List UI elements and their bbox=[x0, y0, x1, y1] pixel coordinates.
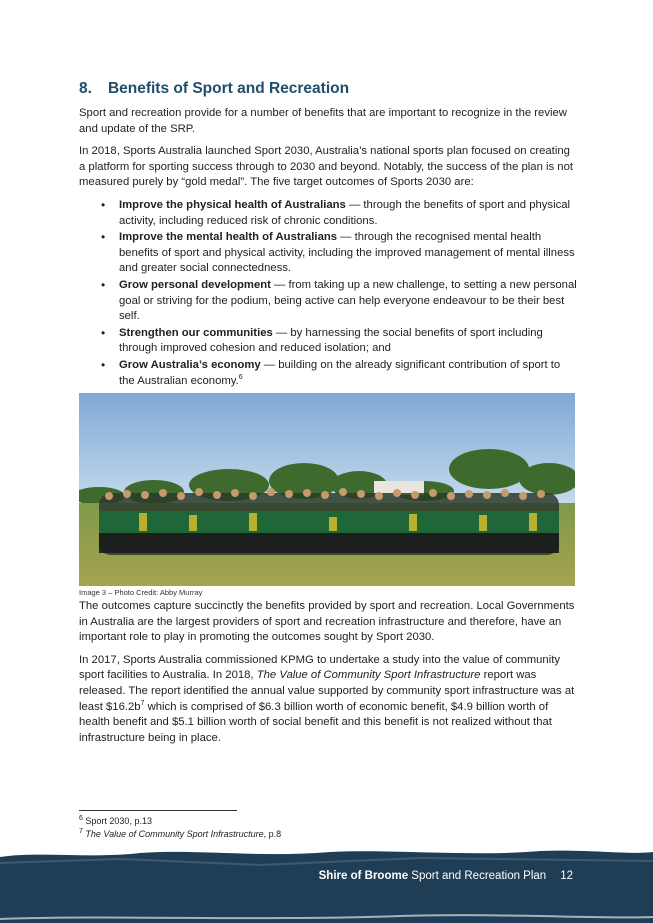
outcomes-list bbox=[79, 198, 577, 389]
list-item: • Grow Australia’s economy — building on the already significant contribution of sport to the Australian economy.$^6$ bbox=[119, 358, 577, 389]
page-number: 12 bbox=[560, 870, 573, 882]
list-item: • Strengthen our communities — by harnessing the social benefits of sport including through improved cohesion and reduced isolation; and bbox=[119, 326, 577, 357]
footnote: $^6$ Sport 2030, p.13 bbox=[79, 815, 152, 826]
footnotes bbox=[79, 815, 281, 840]
section-title: Benefits of Sport and Recreation bbox=[107, 80, 350, 97]
section-number: 8. bbox=[79, 80, 92, 97]
sport2030-paragraph: In 2018, Sports Australia launched Sport 2030, Australia’s national sports plan focused on creating a platform for sporting success through to 2030 and beyond. Notably, the success of the plan is not measured purely by “gold medal”. The five target outcomes of Sports 2030 are: bbox=[79, 145, 574, 189]
list-item: • Grow personal development — from taking up a new challenge, to setting a new personal goal or striving for the podium, being active can help everyone endeavour to be their best self. bbox=[119, 278, 577, 325]
section-heading bbox=[79, 78, 577, 100]
footer-doc-title: Sport and Recreation Plan bbox=[408, 870, 547, 882]
intro-paragraph: Sport and recreation provide for a number of benefits that are important to recognize in the review and update of the SRP. bbox=[79, 107, 567, 135]
footnote: $^7$ The Value of Community Sport Infrastructure, p.8 bbox=[79, 827, 282, 839]
image-caption: Image 3 – Photo Credit: Abby Murray bbox=[79, 588, 203, 598]
footer-org: Shire of Broome bbox=[318, 870, 409, 882]
footnote-divider bbox=[79, 810, 237, 811]
footer-band bbox=[0, 849, 653, 923]
outcomes-paragraph: The outcomes capture succinctly the benefits provided by sport and recreation. Local Governments in Australia are the largest providers of sport and recreation infrastructure and therefore, have an important role to play in promoting the outcomes sought by Sport 2030. bbox=[79, 600, 575, 644]
team-photo bbox=[79, 393, 575, 586]
kpmg-paragraph: In 2017, Sports Australia commissioned KPMG to undertake a study into the value of community sport facilities to Australia. In 2018, The Value of Community Sport Infrastructure report was released. The report identified the annual value supported by community sport infrastructure was at least $\$16.2b^7$ which is comprised of $6.3 billion worth of economic benefit, $4.9 billion worth of health benefit and $5.1 billion worth of social benefit and this benefit is not realized without that infrastructure being in place. bbox=[79, 653, 575, 744]
group-of-people bbox=[99, 488, 559, 555]
page-content bbox=[79, 78, 577, 753]
list-item: • Improve the physical health of Australians — through the benefits of sport and physical activity, including reduced risk of chronic conditions. bbox=[119, 198, 577, 229]
list-item: • Improve the mental health of Australians — through the recognised mental health benefits of sport and physical activity, including the improved management of mental illness and greater social connectedness. bbox=[119, 230, 577, 277]
footnote-ref: 7 bbox=[140, 699, 145, 707]
footnote-ref: 6 bbox=[238, 373, 243, 381]
footer-text bbox=[319, 870, 573, 882]
